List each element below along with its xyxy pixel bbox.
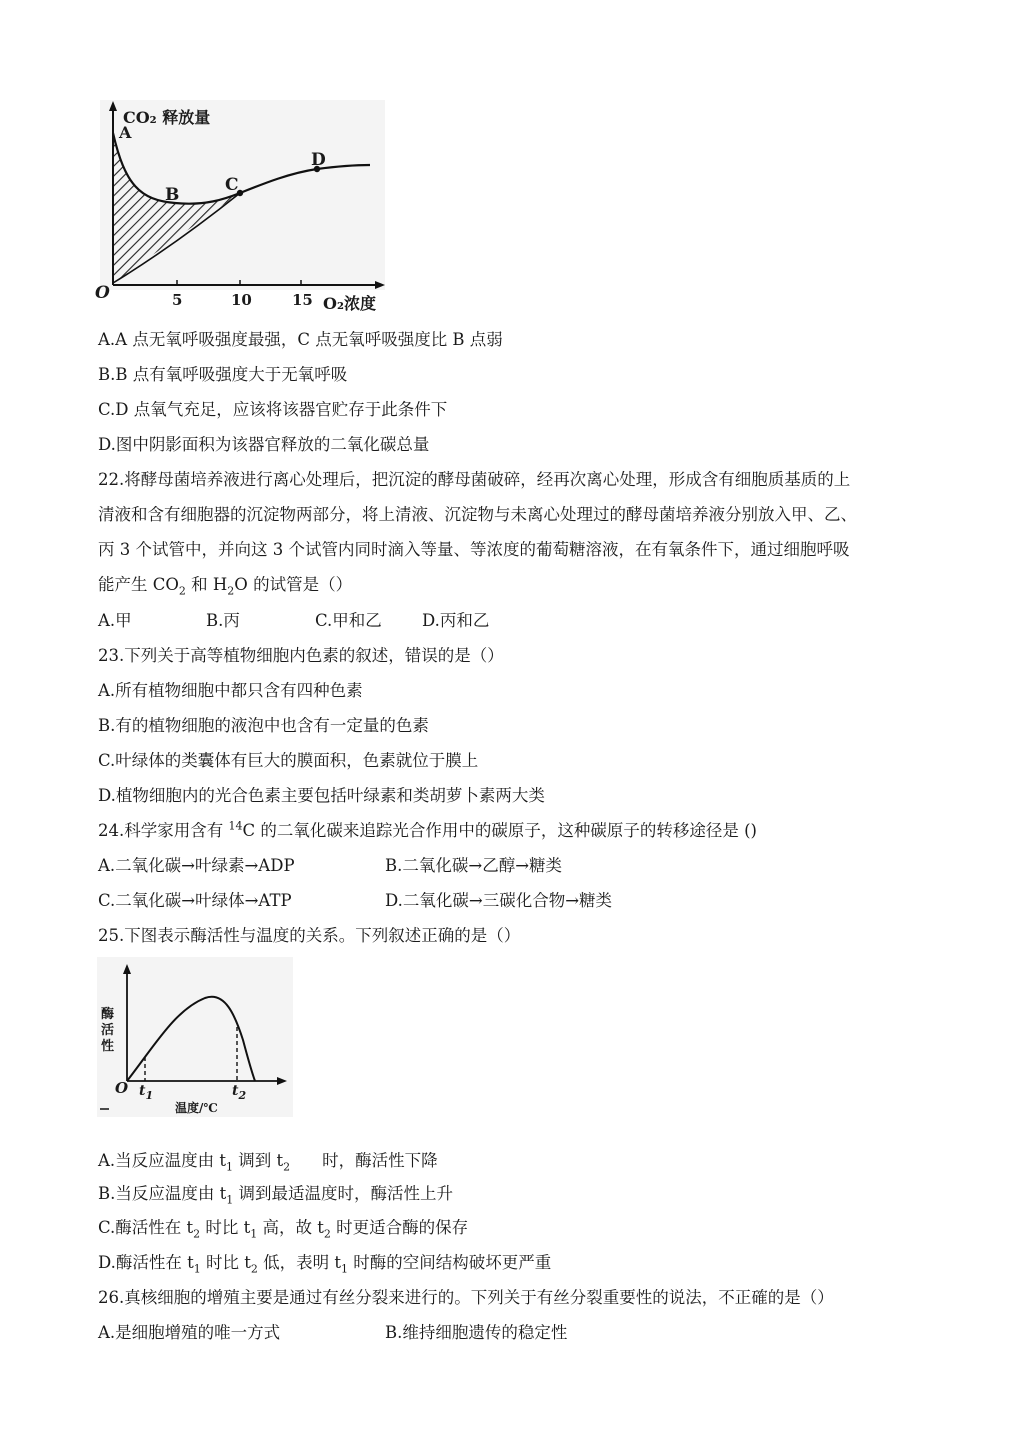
t1-label: $t_1$: [139, 1083, 154, 1102]
q26-option-a: A.是细胞增殖的唯一方式: [98, 1323, 281, 1342]
t2-label: $t_2$: [232, 1083, 247, 1102]
q22-option-b: B.丙: [206, 611, 240, 630]
q22-option-d: D.丙和乙: [422, 611, 490, 630]
q25-stem: 25.下图表示酶活性与温度的关系。下列叙述正确的是（）: [98, 926, 521, 945]
q25-option-d: D.酶活性在 $t_1$ 时比 $t_2$ 低，表明 $t_1$ 时酶的空间结构破坏更严重: [98, 1253, 552, 1276]
q23-option-a: A.所有植物细胞中都只含有四种色素: [98, 681, 363, 700]
x-tick-15: 15: [292, 291, 313, 309]
q22-stem-line4: 能产生 $CO_2$ 和 $H_2O$ 的试管是（）: [98, 575, 353, 598]
enzyme-origin-label: O: [115, 1079, 129, 1097]
enzyme-x-axis-label: 温度/℃: [175, 1101, 218, 1115]
x-axis-label: O₂浓度: [323, 294, 376, 313]
q23-option-c: C.叶绿体的类囊体有巨大的膜面积，色素就位于膜上: [98, 751, 479, 770]
q22-stem-line2: 清液和含有细胞器的沉淀物两部分，将上清液、沉淀物与未离心处理过的酵母菌培养液分别放入甲、乙、: [98, 505, 857, 524]
q21-option-b: B.B 点有氧呼吸强度大于无氧呼吸: [98, 365, 348, 384]
q23-option-b: B.有的植物细胞的液泡中也含有一定量的色素: [98, 716, 429, 735]
x-tick-5: 5: [172, 291, 183, 309]
q25-option-b: B.当反应温度由 $t_1$ 调到最适温度时，酶活性上升: [98, 1184, 453, 1207]
q24-option-d: D.二氧化碳→三碳化合物→糖类: [385, 891, 613, 910]
q25-option-c: C.酶活性在 $t_2$ 时比 $t_1$ 高，故 $t_2$ 时更适合酶的保存: [98, 1218, 469, 1241]
point-a-label: A: [119, 123, 132, 142]
q22-option-c: C.甲和乙: [315, 611, 382, 630]
q26-stem: 26.真核细胞的增殖主要是通过有丝分裂来进行的。下列关于有丝分裂重要性的说法，不正確的是（）: [98, 1288, 834, 1307]
q22-stem-line1: 22.将酵母菌培养液进行离心处理后，把沉淀的酵母菌破碎，经再次离心处理，形成含有细胞质基质的上: [98, 470, 851, 489]
q21-option-a: A.A 点无氧呼吸强度最强，C 点无氧呼吸强度比 B 点弱: [98, 330, 503, 349]
q24-option-b: B.二氧化碳→乙醇→糖类: [385, 856, 563, 875]
q25-option-a: A.当反应温度由 $t_1$ 调到 $t_2$ 时，酶活性下降: [98, 1151, 438, 1174]
q23-stem: 23.下列关于高等植物细胞内色素的叙述，错误的是（）: [98, 646, 504, 665]
q23-option-d: D.植物细胞内的光合色素主要包括叶绿素和类胡萝卜素两大类: [98, 786, 545, 805]
point-b-label: B: [165, 185, 180, 205]
y-axis-label: CO₂ 释放量: [123, 108, 211, 127]
q24-stem: 24.科学家用含有 $^{14}$C 的二氧化碳来追踪光合作用中的碳原子，这种碳原子的转移途径是 (): [98, 819, 757, 840]
q24-option-c: C.二氧化碳→叶绿体→ATP: [98, 891, 292, 910]
q22-stem-line3: 丙 3 个试管中，并向这 3 个试管内同时滴入等量、等浓度的葡萄糖溶液，在有氧条件下，通过细胞呼吸: [98, 540, 850, 559]
q24-option-a: A.二氧化碳→叶绿素→ADP: [98, 856, 295, 875]
x-tick-10: 10: [231, 291, 252, 309]
enzyme-activity-figure: [95, 955, 295, 1120]
origin-label: O: [95, 283, 110, 303]
q22-option-a: A.甲: [98, 611, 132, 630]
q21-option-c: C.D 点氧气充足，应该将该器官贮存于此条件下: [98, 400, 448, 419]
point-c-label: C: [225, 175, 239, 195]
q21-option-d: D.图中阴影面积为该器官释放的二氧化碳总量: [98, 435, 430, 454]
co2-release-figure: [95, 95, 395, 315]
enzyme-y-axis-label: 酶活性: [101, 1007, 115, 1054]
q26-option-b: B.维持细胞遗传的稳定性: [385, 1323, 568, 1342]
point-d-label: D: [311, 150, 326, 170]
